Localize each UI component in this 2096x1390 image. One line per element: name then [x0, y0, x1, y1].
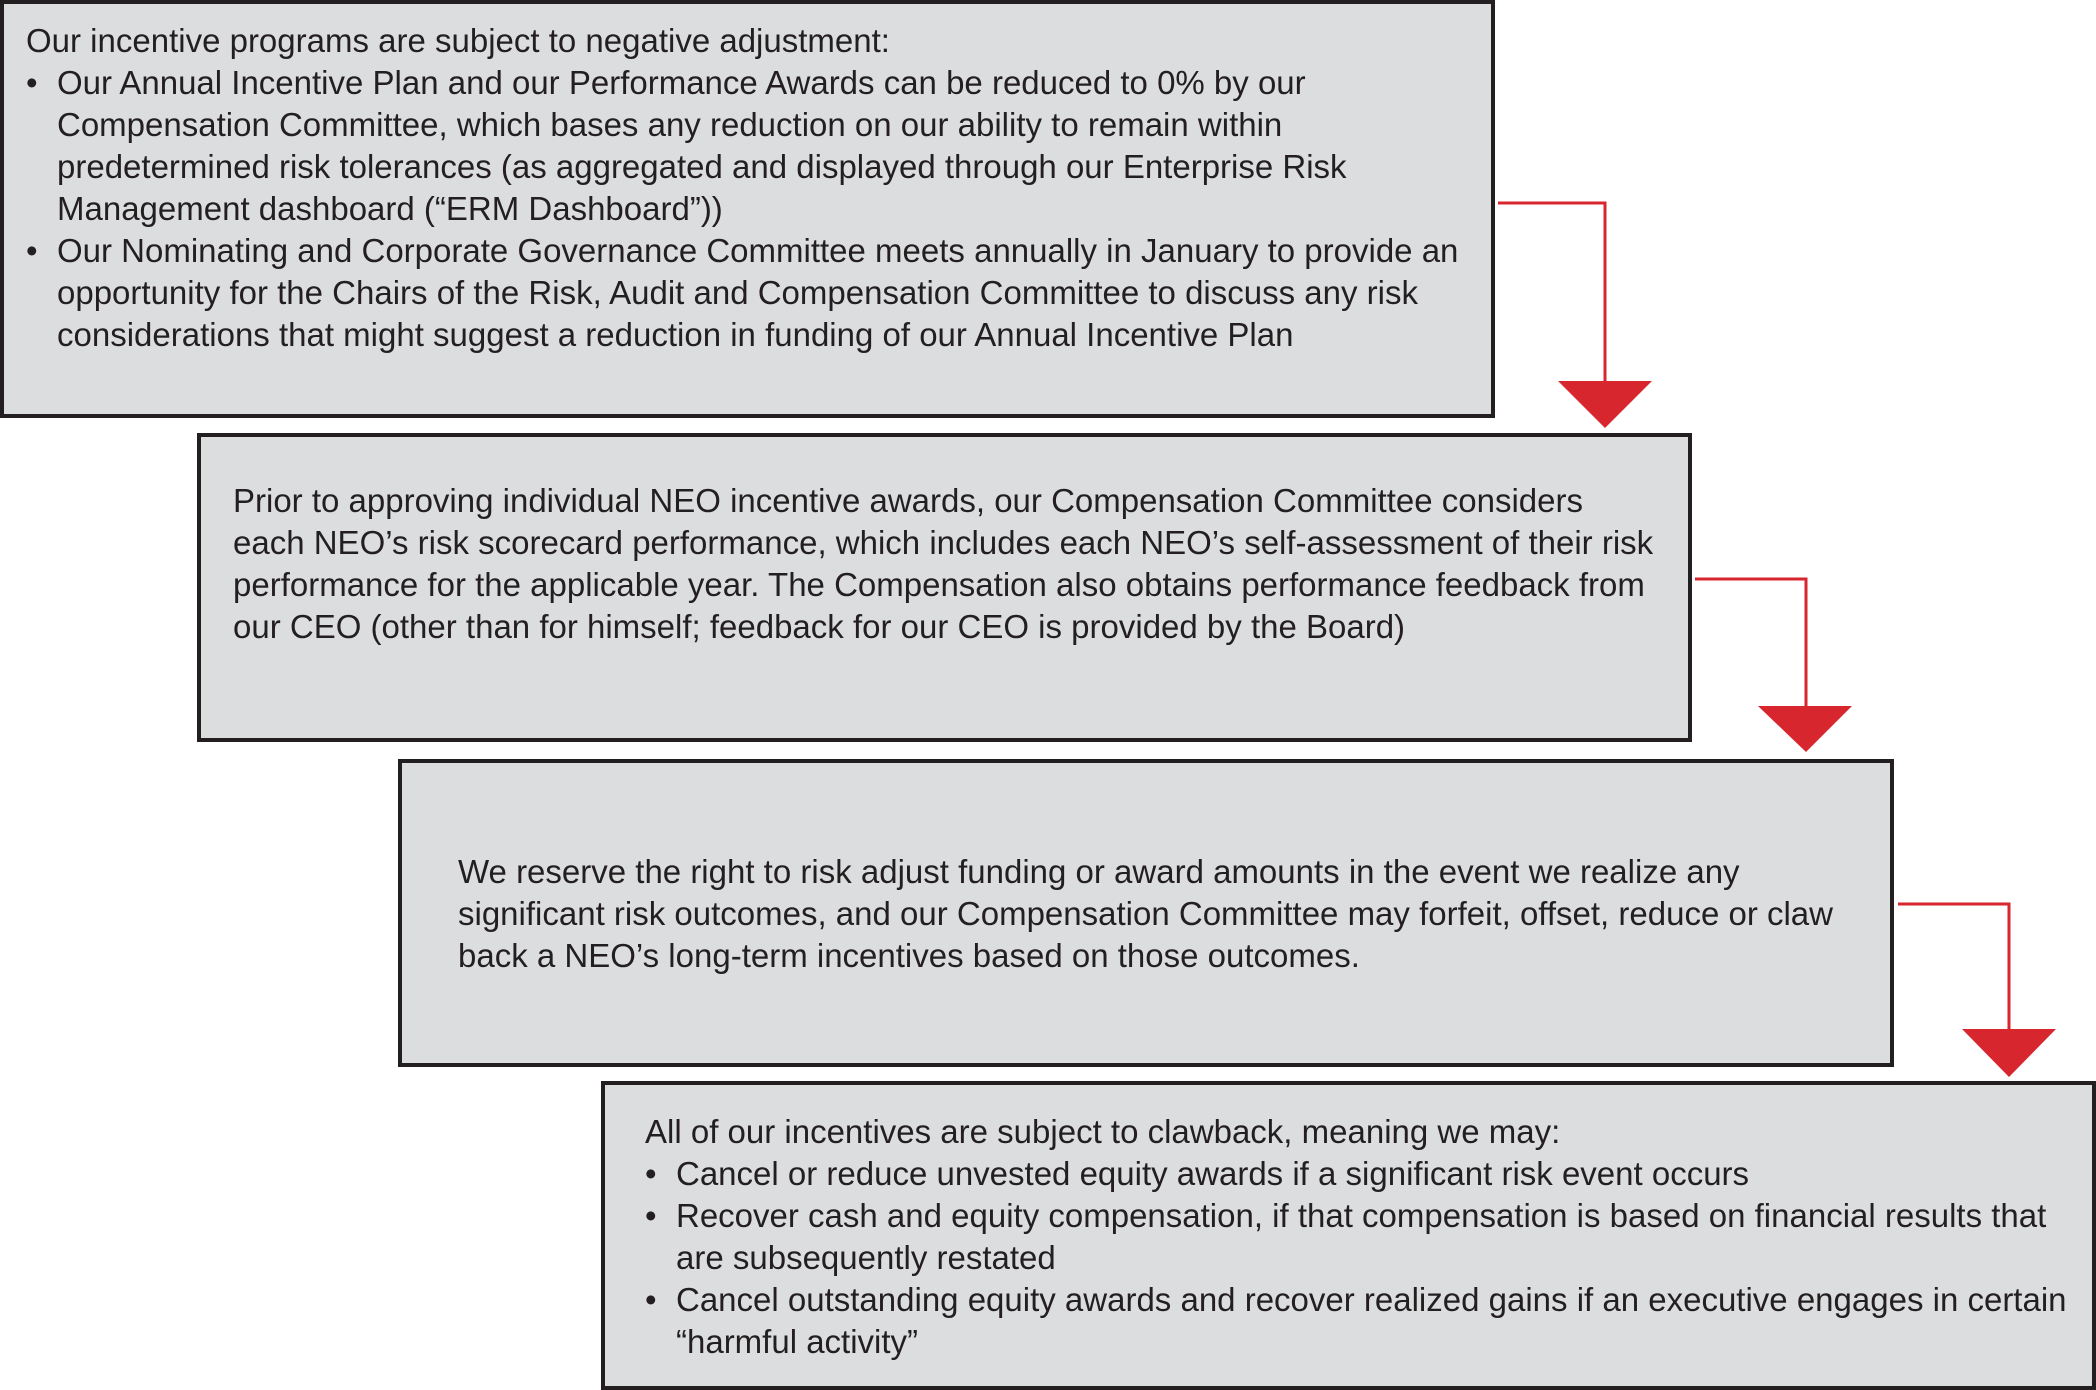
bullet-item — [26, 230, 1469, 356]
box-text: We reserve the right to risk adjust funding or award amounts in the event we realize any significant risk outcomes, and our Compensation Committee may forfeit, offset, reduce or claw back a NEO’s long-term incentives based on those outcomes. — [458, 853, 1833, 974]
bullet-icon: • — [645, 1155, 657, 1192]
bullet-list — [26, 62, 1469, 356]
connector-arrow-1 — [1498, 203, 1652, 428]
arrowhead-icon — [1558, 381, 1652, 428]
arrowhead-icon — [1962, 1029, 2056, 1077]
bullet-list — [645, 1153, 2072, 1363]
bullet-icon: • — [26, 64, 38, 101]
bullet-item — [26, 62, 1469, 230]
bullet-text: Cancel or reduce unvested equity awards if a significant risk event occurs — [676, 1155, 1750, 1192]
bullet-item — [645, 1279, 2072, 1363]
bullet-text: Cancel outstanding equity awards and recover realized gains if an executive engages in certain “harmful activity” — [676, 1281, 2067, 1360]
arrowhead-icon — [1758, 706, 1852, 752]
bullet-icon: • — [645, 1197, 657, 1234]
step-box-clawback — [601, 1081, 2096, 1390]
bullet-item — [645, 1153, 2072, 1195]
connector-arrow-3 — [1898, 904, 2056, 1077]
connector-line — [1898, 904, 2009, 1033]
bullet-item — [645, 1195, 2072, 1279]
step-box-neo-scorecard — [197, 433, 1692, 742]
connector-line — [1498, 203, 1605, 385]
step-box-negative-adjustment — [0, 0, 1495, 418]
bullet-icon: • — [26, 232, 38, 269]
box-intro: Our incentive programs are subject to negative adjustment: — [26, 22, 890, 59]
connector-line — [1695, 579, 1806, 710]
box-intro: All of our incentives are subject to clawback, meaning we may: — [645, 1113, 1561, 1150]
connector-arrow-2 — [1695, 579, 1852, 752]
bullet-text: Our Annual Incentive Plan and our Performance Awards can be reduced to 0% by our Compensation Committee, which bases any reduction on our ability to remain within predetermined risk tolerances (as aggregated and displayed through our Enterprise Risk Management dashboard (“ERM Dashboard”)) — [57, 64, 1347, 227]
bullet-text: Our Nominating and Corporate Governance Committee meets annually in January to provide an opportunity for the Chairs of the Risk, Audit and Compensation Committee to discuss any risk considerations that might suggest a reduction in funding of our Annual Incentive Plan — [57, 232, 1459, 353]
step-box-risk-adjust — [398, 759, 1894, 1067]
box-text: Prior to approving individual NEO incentive awards, our Compensation Committee considers each NEO’s risk scorecard performance, which includes each NEO’s self-assessment of their risk performance for the applicable year. The Compensation also obtains performance feedback from our CEO (other than for himself; feedback for our CEO is provided by the Board) — [233, 482, 1654, 645]
bullet-text: Recover cash and equity compensation, if that compensation is based on financial results that are subsequently restated — [676, 1197, 2047, 1276]
bullet-icon: • — [645, 1281, 657, 1318]
